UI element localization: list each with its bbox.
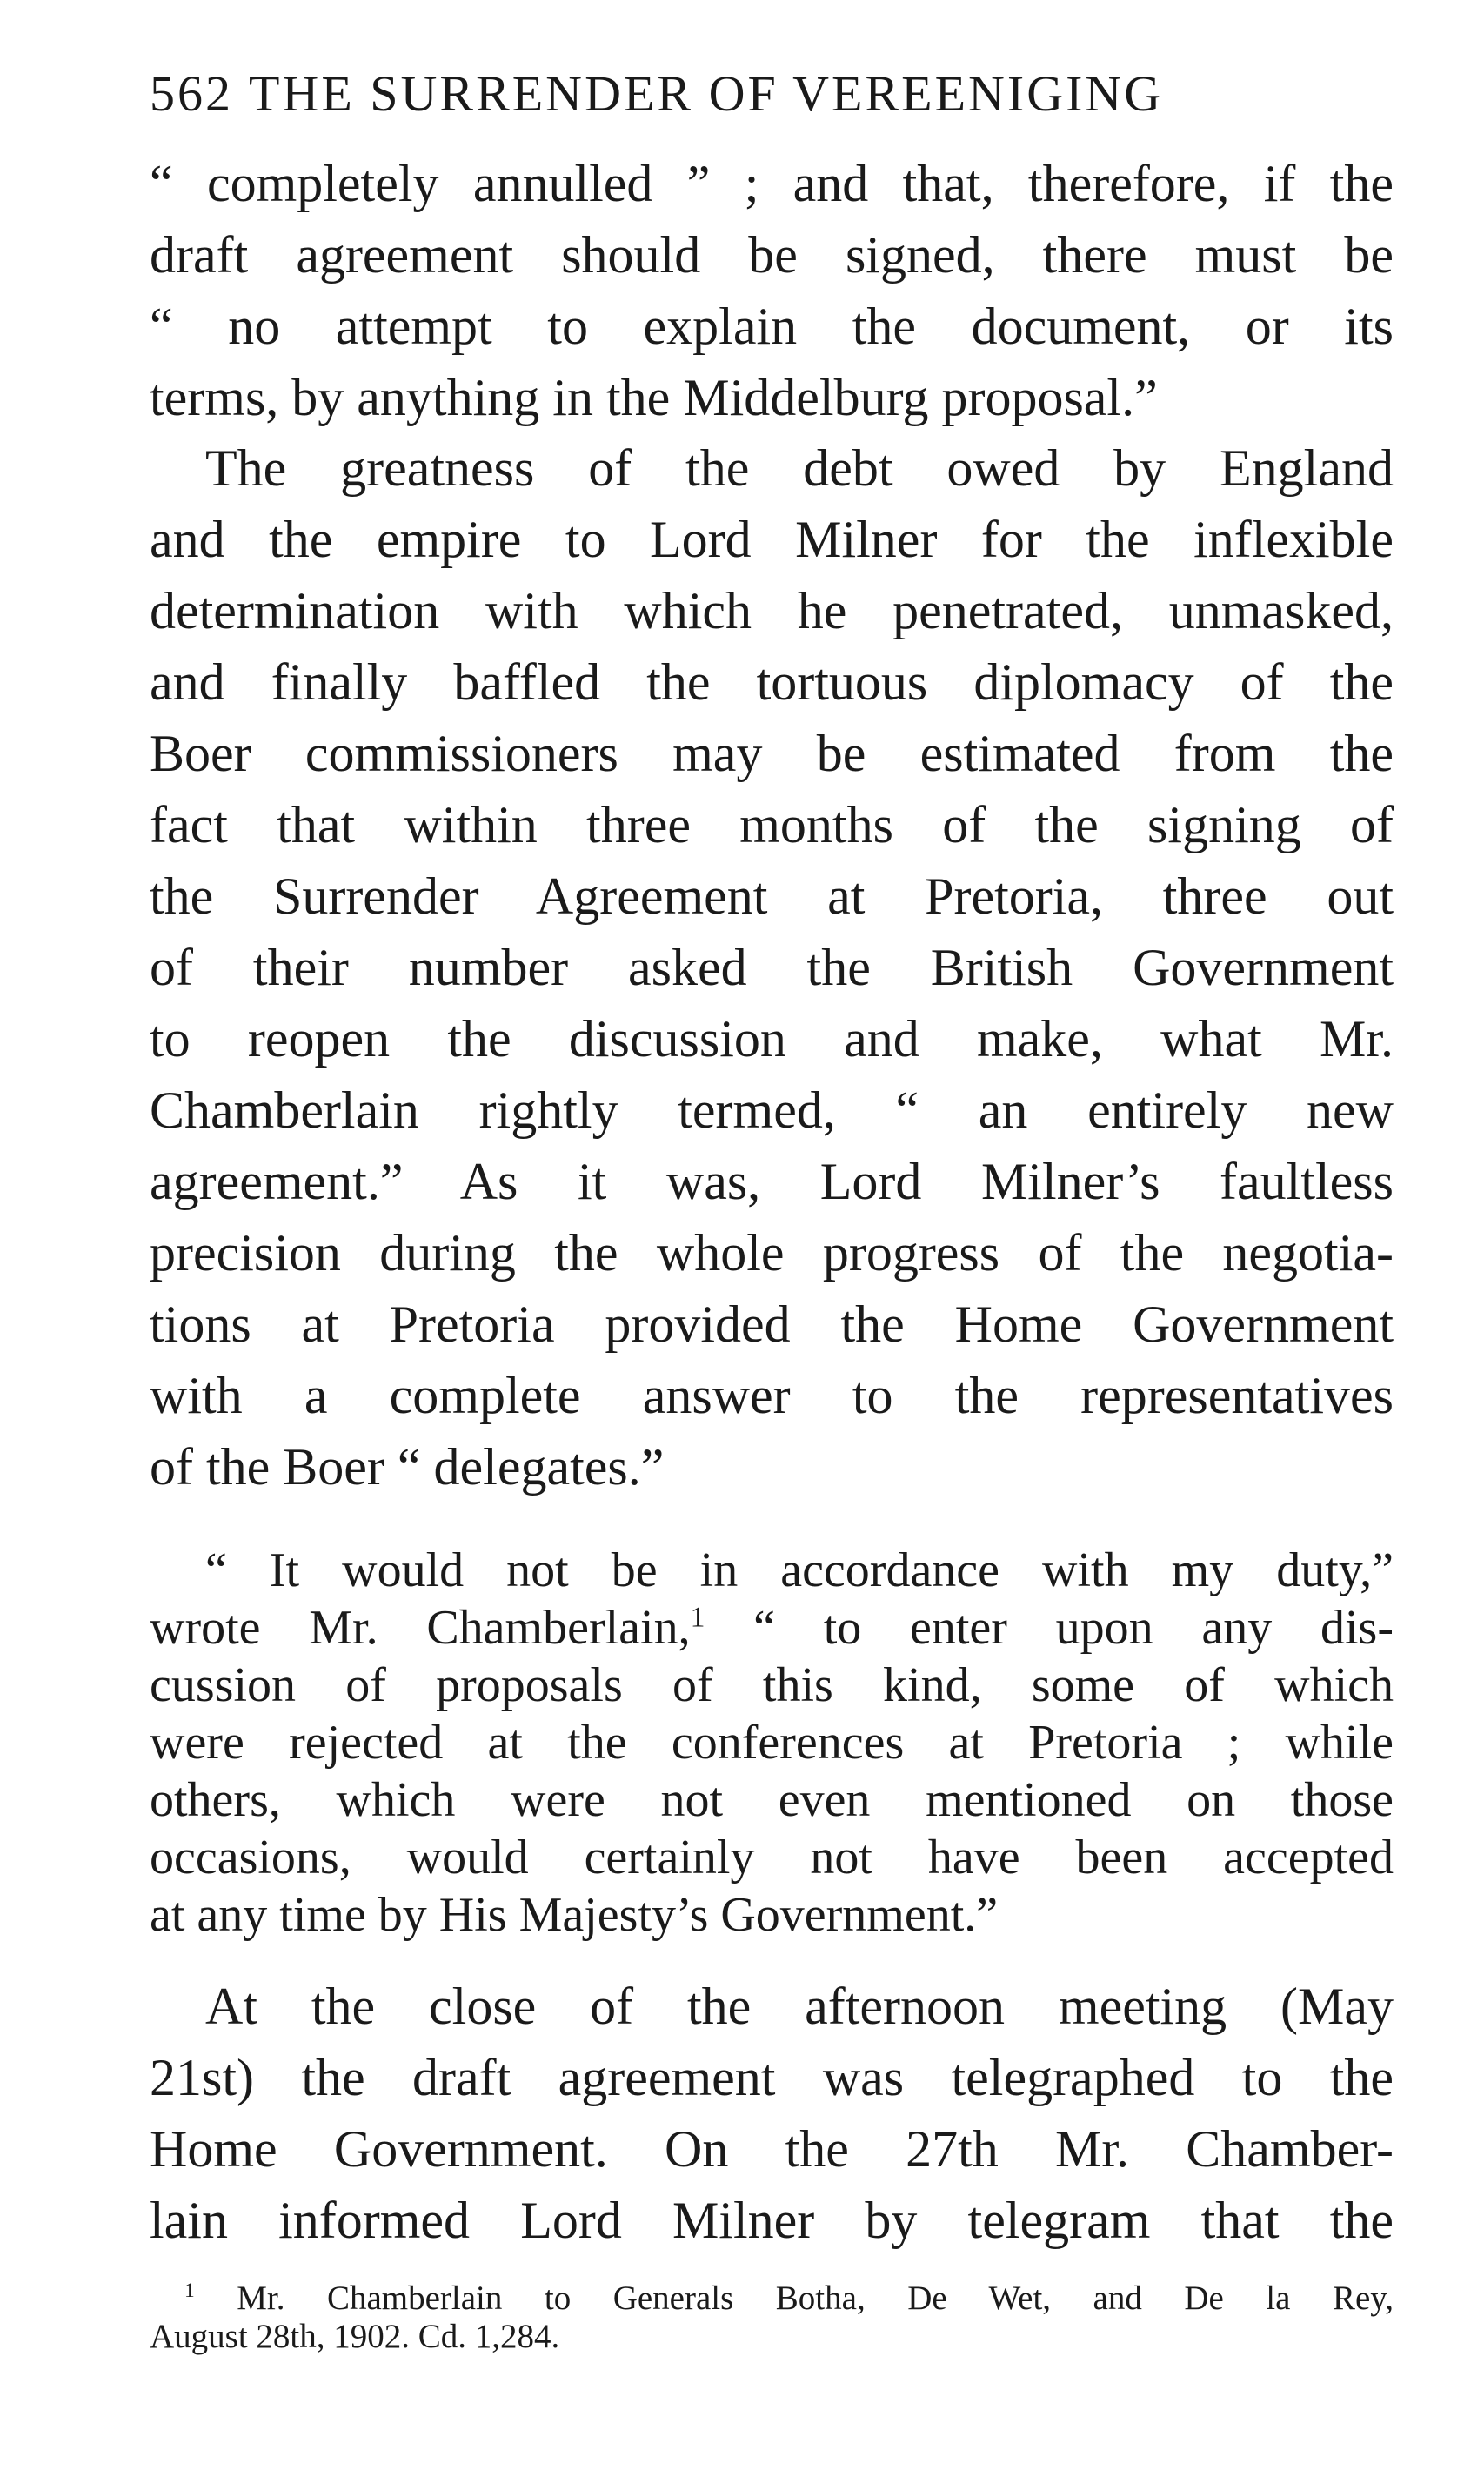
- text-line: “ completely annulled ” ; and that, therefore, if the: [150, 155, 1394, 212]
- text-line: to reopen the discussion and make, what Mr.: [150, 1010, 1394, 1068]
- text-line: cussion of proposals of this kind, some of which: [150, 1658, 1394, 1712]
- paragraph-continuation: [150, 148, 1394, 433]
- text-line: were rejected at the conferences at Pretoria ; while: [150, 1716, 1394, 1770]
- footnote-mark: 1: [184, 2279, 195, 2302]
- block-quote-chamberlain: [150, 1542, 1394, 1944]
- text-line: terms, by anything in the Middelburg proposal.”: [150, 369, 1158, 426]
- text-line: [150, 1599, 1394, 1657]
- text-fragment: Mr. Chamberlain to Generals Botha, De Wet, and De la Rey,: [194, 2279, 1394, 2317]
- text-fragment: wrote Mr. Chamberlain,: [150, 1601, 691, 1655]
- text-line: fact that within three months of the signing of: [150, 796, 1394, 853]
- running-header: [150, 63, 1394, 125]
- paragraph-milner-debt: [150, 432, 1394, 1503]
- running-title: THE SURRENDER OF VEREENIGING: [249, 65, 1164, 122]
- text-line: precision during the whole progress of the negotia-: [150, 1224, 1394, 1282]
- page-number: 562: [150, 65, 233, 122]
- text-line: agreement.” As it was, Lord Milner’s faultless: [150, 1153, 1394, 1210]
- text-line: at any time by His Majesty’s Government.”: [150, 1888, 999, 1942]
- text-line: occasions, would certainly not have been accepted: [150, 1831, 1394, 1884]
- text-fragment: “ to enter upon any dis-: [705, 1601, 1394, 1655]
- paragraph-afternoon-meeting: [150, 1971, 1394, 2256]
- text-line: others, which were not even mentioned on those: [150, 1773, 1394, 1827]
- text-line: and the empire to Lord Milner for the inflexible: [150, 511, 1394, 568]
- text-line: Boer commissioners may be estimated from the: [150, 725, 1394, 782]
- text-line: Chamberlain rightly termed, “ an entirely new: [150, 1081, 1394, 1139]
- text-line: The greatness of the debt owed by England: [205, 439, 1394, 497]
- text-line: of their number asked the British Government: [150, 939, 1394, 996]
- text-line: and finally baffled the tortuous diplomacy of the: [150, 653, 1394, 711]
- footnote-line: [150, 2279, 1394, 2318]
- footnote-reference: 1: [690, 1601, 705, 1634]
- text-line: “ It would not be in accordance with my duty,”: [205, 1543, 1394, 1597]
- text-line: lain informed Lord Milner by telegram that the: [150, 2192, 1394, 2249]
- text-line: draft agreement should be signed, there must be: [150, 226, 1394, 284]
- text-line: At the close of the afternoon meeting (May: [205, 1978, 1394, 2035]
- text-line: Home Government. On the 27th Mr. Chamber-: [150, 2120, 1394, 2178]
- footnote: [150, 2279, 1394, 2356]
- text-line: 21st) the draft agreement was telegraphed to the: [150, 2049, 1394, 2106]
- footnote-line: August 28th, 1902. Cd. 1,284.: [150, 2318, 560, 2355]
- text-line: “ no attempt to explain the document, or its: [150, 298, 1394, 355]
- text-line: tions at Pretoria provided the Home Government: [150, 1295, 1394, 1353]
- text-line: with a complete answer to the representatives: [150, 1367, 1394, 1424]
- text-line: the Surrender Agreement at Pretoria, three out: [150, 867, 1394, 925]
- text-line: determination with which he penetrated, unmasked,: [150, 582, 1394, 639]
- text-line: of the Boer “ delegates.”: [150, 1438, 665, 1496]
